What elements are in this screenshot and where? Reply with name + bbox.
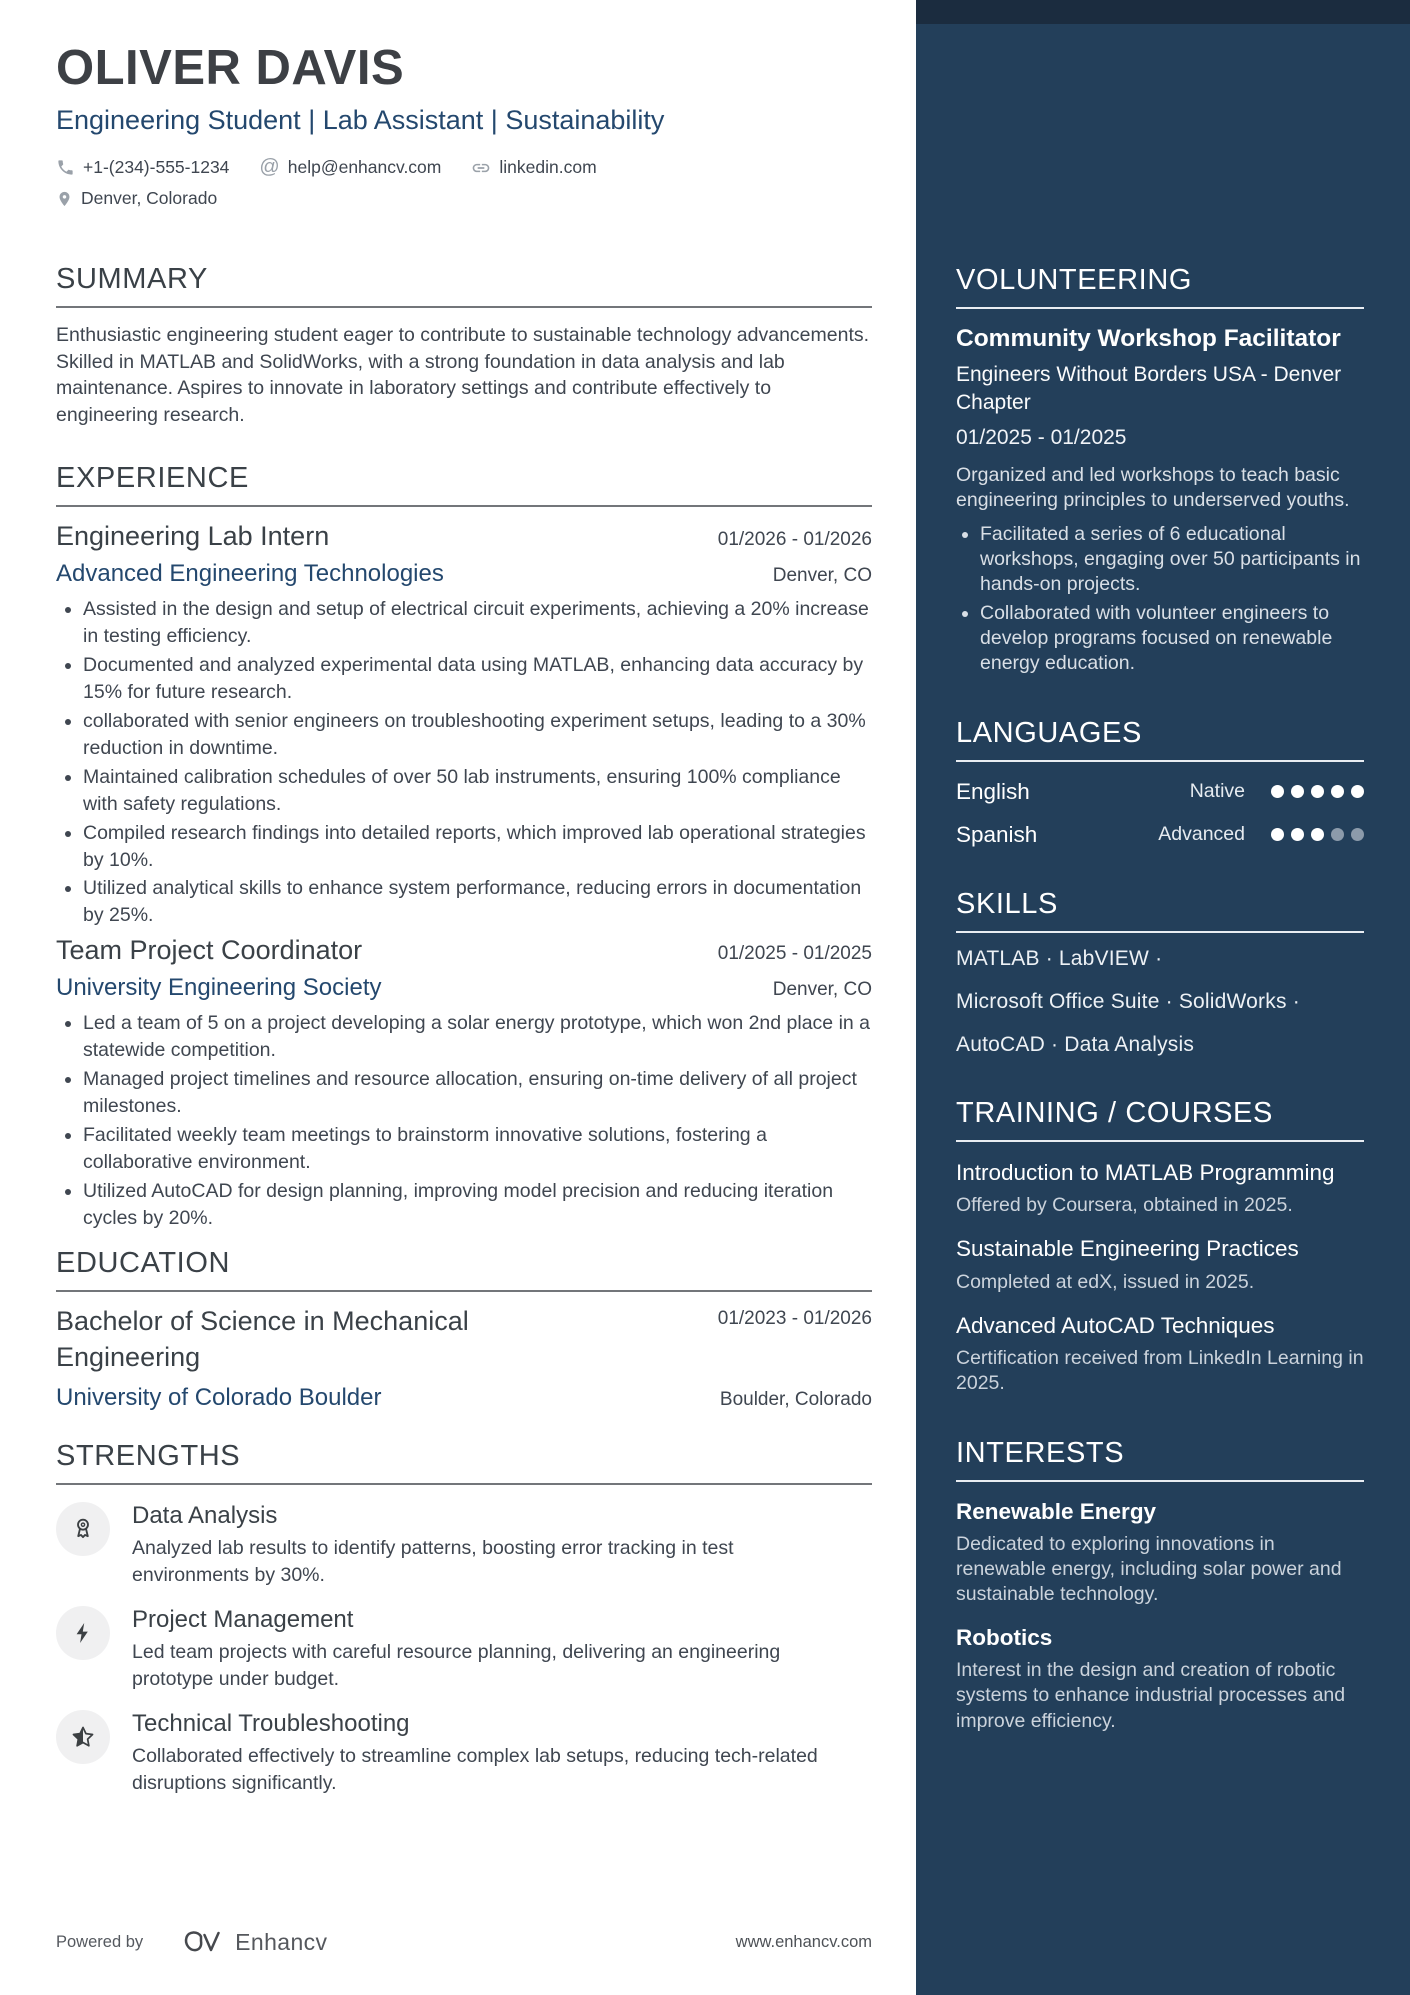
interest-title: Renewable Energy: [956, 1498, 1157, 1524]
link-icon: [471, 158, 491, 178]
course-title: Sustainable Engineering Practices: [956, 1236, 1299, 1262]
strength-title: Project Management: [132, 1606, 354, 1634]
course-item: [956, 1158, 1364, 1219]
education-dates: 01/2023 - 01/2026: [717, 1308, 872, 1330]
bullet-item: • Facilitated weekly team meetings to brainstorm innovative solutions, fostering a collaborative environment.: [83, 1122, 872, 1176]
person-name: OLIVER DAVIS: [56, 41, 405, 95]
bullet-item: • Facilitated a series of 6 educational workshops, engaging over 50 participants in hands-on projects.: [980, 522, 1364, 598]
interest-item: [956, 1499, 1364, 1608]
contact-row-location: [56, 188, 872, 209]
volunteering-dates: 01/2025 - 01/2025: [956, 425, 1127, 449]
language-rating-dots: [1271, 785, 1364, 798]
at-icon: @: [259, 156, 280, 179]
footer: [56, 1928, 872, 1957]
email-address[interactable]: help@enhancv.com: [287, 157, 442, 178]
rating-dot-filled: [1311, 785, 1324, 798]
interest-description: Dedicated to exploring innovations in renewable energy, including solar power and sustainable technology.: [956, 1532, 1342, 1606]
job-company: University Engineering Society: [56, 974, 382, 1002]
strength-body: [132, 1710, 832, 1797]
interest-item: [956, 1625, 1364, 1734]
course-item: [956, 1234, 1364, 1295]
rating-dot-empty: [1331, 828, 1344, 841]
volunteering-heading: VOLUNTEERING: [956, 264, 1364, 309]
rating-dot-filled: [1331, 785, 1344, 798]
job-location: Denver, CO: [772, 979, 872, 1001]
job-title: Engineering Lab Intern: [56, 521, 330, 552]
job-entry: [56, 935, 872, 1231]
bullet-item: • Assisted in the design and setup of electrical circuit experiments, achieving a 20% increase in testing efficiency.: [83, 596, 872, 650]
job-location: Denver, CO: [772, 565, 872, 587]
contact-location: [56, 188, 217, 209]
bullet-item: • Documented and analyzed experimental data using MATLAB, enhancing data accuracy by 15% for future research.: [83, 652, 872, 706]
website-url[interactable]: www.enhancv.com: [735, 1933, 872, 1951]
strength-description: Led team projects with careful resource planning, delivering an engineering prototype under budget.: [132, 1641, 781, 1691]
language-rating-dots: [1271, 828, 1364, 841]
skills-heading: SKILLS: [956, 888, 1364, 933]
job-dates: 01/2026 - 01/2026: [717, 529, 872, 551]
language-row: [956, 779, 1364, 805]
volunteering-bullets: [956, 522, 1364, 677]
course-title: Advanced AutoCAD Techniques: [956, 1312, 1275, 1338]
contact-linkedin[interactable]: [471, 157, 596, 178]
language-level: Native: [1189, 780, 1245, 803]
job-title: Team Project Coordinator: [56, 935, 363, 966]
strength-description: Analyzed lab results to identify patterns, boosting error tracking in test environments by 30%.: [132, 1537, 734, 1587]
job-bullets: [56, 596, 872, 929]
medal-icon: [56, 1502, 110, 1556]
bullet-item: • Utilized analytical skills to enhance system performance, reducing errors in documentation by 25%.: [83, 875, 872, 929]
strength-title: Technical Troubleshooting: [132, 1709, 410, 1737]
rating-dot-filled: [1291, 828, 1304, 841]
contact-row: [56, 156, 872, 179]
contact-email[interactable]: [259, 156, 441, 179]
bullet-item: • Managed project timelines and resource allocation, ensuring on-time delivery of all project milestones.: [83, 1066, 872, 1120]
rating-dot-filled: [1311, 828, 1324, 841]
interest-title: Robotics: [956, 1624, 1053, 1650]
enhancv-logo-icon: [181, 1928, 225, 1957]
bullet-item: • Led a team of 5 on a project developing a solar energy prototype, which won 2nd place in a statewide competition.: [83, 1010, 872, 1064]
course-description: Offered by Coursera, obtained in 2025.: [956, 1193, 1293, 1216]
bullet-item: • collaborated with senior engineers on troubleshooting experiment setups, leading to a 30% reduction in downtime.: [83, 708, 872, 762]
phone-icon: [56, 158, 75, 177]
location-pin-icon: [56, 189, 73, 209]
language-level: Advanced: [1158, 823, 1245, 846]
course-item: [956, 1311, 1364, 1397]
contact-phone: [56, 157, 229, 178]
job-company: Advanced Engineering Technologies: [56, 560, 444, 588]
strength-item: [56, 1606, 872, 1693]
job-entry: [56, 521, 872, 929]
volunteering-role: Community Workshop Facilitator: [956, 325, 1341, 352]
skill-line: AutoCAD · Data Analysis: [956, 1032, 1195, 1056]
skill-line: Microsoft Office Suite · SolidWorks ·: [956, 989, 1300, 1013]
summary-heading: SUMMARY: [56, 263, 872, 308]
half-star-icon: [56, 1710, 110, 1764]
skill-line: MATLAB · LabVIEW ·: [956, 946, 1163, 970]
rating-dot-filled: [1271, 828, 1284, 841]
bolt-icon: [56, 1606, 110, 1660]
education-location: Boulder, Colorado: [719, 1389, 872, 1411]
location-text: Denver, Colorado: [81, 188, 218, 209]
interest-description: Interest in the design and creation of robotic systems to enhance industrial processes and improve efficiency.: [956, 1658, 1346, 1732]
education-heading: EDUCATION: [56, 1247, 872, 1292]
language-name: English: [956, 778, 1030, 804]
course-description: Certification received from LinkedIn Learning in 2025.: [956, 1347, 1364, 1395]
volunteering-description: Organized and led workshops to teach basic engineering principles to underserved youths.: [956, 463, 1350, 512]
languages-heading: LANGUAGES: [956, 717, 1364, 762]
sidebar-content: [916, 264, 1410, 1734]
strengths-heading: STRENGTHS: [56, 1440, 872, 1485]
school-name: University of Colorado Boulder: [56, 1384, 382, 1412]
strength-description: Collaborated effectively to streamline complex lab setups, reducing tech-related disruptions significantly.: [132, 1744, 818, 1794]
sidebar: [916, 0, 1410, 1995]
strength-title: Data Analysis: [132, 1502, 278, 1530]
job-dates: 01/2025 - 01/2025: [717, 943, 872, 965]
strength-body: [132, 1502, 832, 1589]
course-title: Introduction to MATLAB Programming: [956, 1159, 1335, 1185]
sidebar-top-strip: [916, 0, 1410, 24]
rating-dot-empty: [1351, 828, 1364, 841]
course-description: Completed at edX, issued in 2025.: [956, 1270, 1255, 1293]
language-name: Spanish: [956, 821, 1038, 847]
brand-wordmark: Enhancv: [235, 1929, 328, 1955]
strength-item: [56, 1710, 872, 1797]
training-heading: TRAINING / COURSES: [956, 1097, 1364, 1142]
language-row: [956, 822, 1364, 848]
degree-title: Bachelor of Science in Mechanical Engineering: [56, 1306, 469, 1373]
bullet-item: • Utilized AutoCAD for design planning, improving model precision and reducing iteration cycles by 20%.: [83, 1178, 872, 1232]
phone-number: +1-(234)-555-1234: [83, 157, 230, 178]
bullet-item: • Collaborated with volunteer engineers to develop programs focused on renewable energy education.: [980, 601, 1364, 677]
summary-text: Enthusiastic engineering student eager to contribute to sustainable technology advancements. Skilled in MATLAB and SolidWorks, with a strong foundation in data analysis and lab maintenance. Aspires to innovate in laboratory settings and contribute effectively to engineering research.: [56, 324, 870, 426]
volunteering-org: Engineers Without Borders USA - Denver Chapter: [956, 363, 1342, 414]
strength-item: [56, 1502, 872, 1589]
powered-by-label: Powered by: [56, 1933, 144, 1951]
bullet-item: • Compiled research findings into detailed reports, which improved lab operational strategies by 10%.: [83, 820, 872, 874]
interests-heading: INTERESTS: [956, 1437, 1364, 1482]
rating-dot-filled: [1271, 785, 1284, 798]
job-bullets: [56, 1010, 872, 1231]
bullet-item: • Maintained calibration schedules of over 50 lab instruments, ensuring 100% compliance with safety regulations.: [83, 764, 872, 818]
headline: Engineering Student | Lab Assistant | Sustainability: [56, 104, 665, 135]
rating-dot-filled: [1291, 785, 1304, 798]
strength-body: [132, 1606, 832, 1693]
rating-dot-filled: [1351, 785, 1364, 798]
linkedin-url[interactable]: linkedin.com: [499, 157, 597, 178]
experience-heading: EXPERIENCE: [56, 462, 872, 507]
